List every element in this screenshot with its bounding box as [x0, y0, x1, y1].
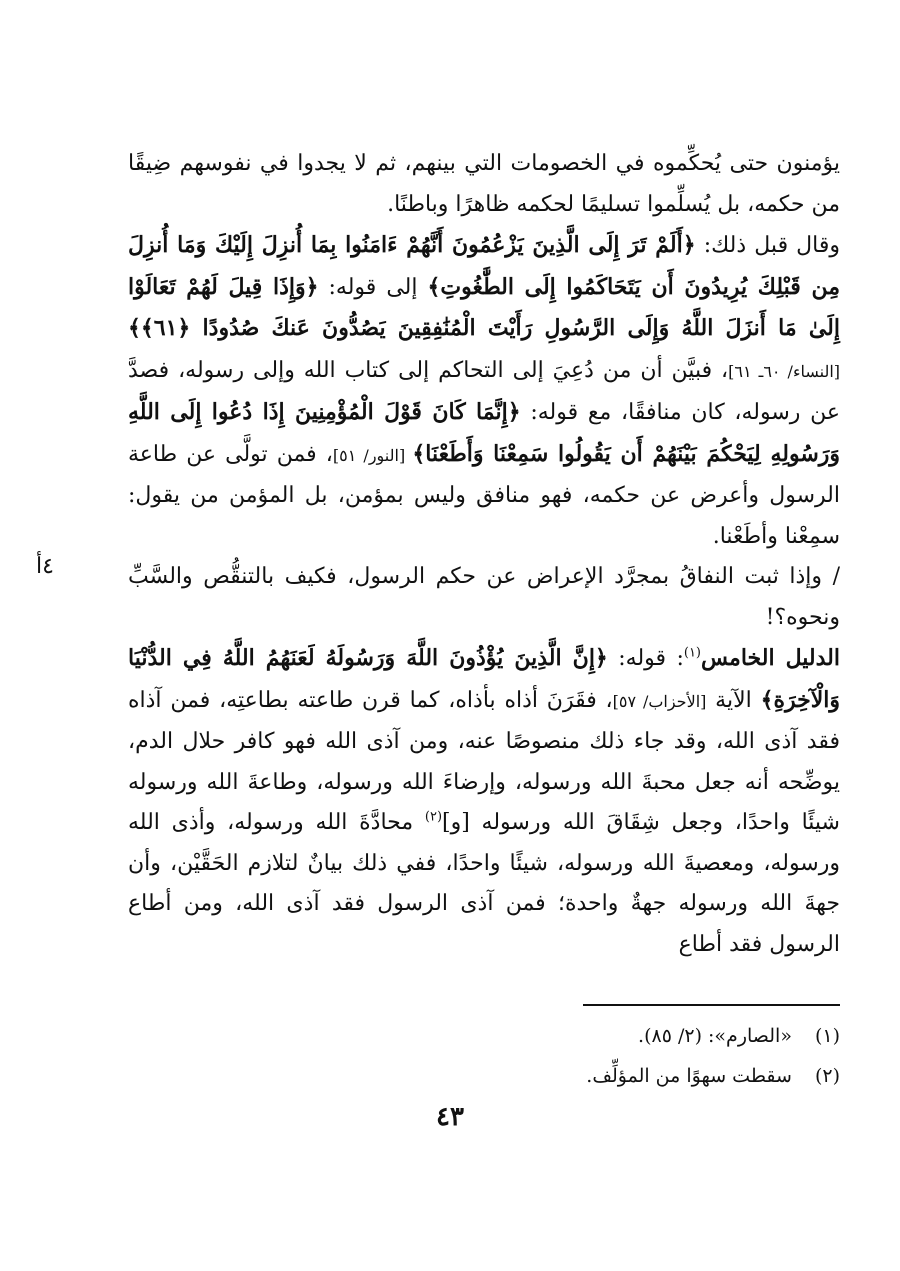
footnote [400, 1056, 840, 1096]
section-heading: الدليل الخامس [701, 645, 840, 671]
text-run: وقال قبل ذلك: [695, 233, 840, 258]
verse-reference: [النساء/ ٦٠ـ ٦١] [728, 361, 841, 381]
quran-verse: ﴿أَلَمْ تَرَ إِلَى الَّذِينَ يَزْعُمُونَ أَنَّهُمْ ءَامَنُوا بِمَا أُنزِلَ إِلَيْكَ وَمَا أُنزِلَ مِن قَبْلِكَ يُرِيدُونَ أَن يَتَحَاكَمُوا إِلَى الطَّٰغُوتِ﴾ [128, 232, 840, 300]
footnote-text: سقطت سهوًا من المؤلِّف. [586, 1065, 792, 1087]
quran-verse: ﴿إِنَّمَا كَانَ قَوْلَ الْمُؤْمِنِينَ إِذَا دُعُوا إِلَى اللَّهِ وَرَسُولِهِ لِيَحْكُمَ بَيْنَهُمْ أَن يَقُولُوا سَمِعْنَا وَأَطَعْنَا﴾ [128, 399, 841, 467]
page-number: ٤٣ [436, 1102, 464, 1132]
paragraph [128, 225, 840, 557]
text-run: الآية [706, 687, 761, 713]
text-run: : قوله: [607, 646, 684, 671]
paragraph [128, 638, 840, 965]
main-text [128, 144, 840, 965]
footnote-number: (١) [814, 1025, 840, 1047]
paragraph [128, 144, 840, 225]
text-run: ، فقَرَنَ أذاه بأذاه، كما قرن طاعته بطاعتِه، فمن آذاه فقد آذى الله، وقد جاء ذلك منصوصًا عنه، ومن آذى الله فهو كافر حلال الدم، يوضِّحه أنه جعل محبةَ الله ورسوله، وإرضاءَ الله ورسوله، وطاعةَ الله ورسوله شيئًا واحدًا، وجعل شِقَاقَ الله ورسوله [و] [128, 687, 840, 835]
text-run: يؤمنون حتى يُحكِّموه في الخصومات التي بينهم، ثم لا يجدوا في نفوسهم ضِيقًا من حكمه، بل يُسلِّموا تسليمًا لحكمه ظاهرًا وباطنًا. [128, 151, 840, 217]
quran-verse: ﴿إِنَّ الَّذِينَ يُؤْذُونَ اللَّهَ وَرَسُولَهُ لَعَنَهُمُ اللَّهُ فِي الدُّنْيَا وَالْآخِرَةِ﴾ [128, 645, 841, 713]
text-run: ، فمن تولَّى عن طاعة الرسول وأعرض عن حكمه، فهو منافق وليس بمؤمن، بل المؤمن من يقول: سمِعْنا وأطَعْنا. [128, 441, 840, 549]
footnote-marker: (٢) [424, 809, 443, 825]
text-run: إلى قوله: [318, 274, 428, 300]
footnotes [400, 1016, 840, 1096]
text-run: / وإذا ثبت النفاقُ بمجرَّد الإعراض عن حكم الرسول، فكيف بالتنقُّص والسَّبِّ ونحوه؟! [128, 564, 840, 630]
text-run: ، فبيَّن أن من دُعِيَ إلى التحاكم إلى كتاب الله وإلى رسوله، فصدَّ عن رسوله، كان منافقًا، مع قوله: [128, 357, 840, 425]
manuscript-folio-note: ٤أ [36, 554, 54, 579]
quran-verse: ﴿وَإِذَا قِيلَ لَهُمْ تَعَالَوْا إِلَىٰ مَا أَنزَلَ اللَّهُ وَإِلَى الرَّسُولِ رَأَيْتَ الْمُنَٰفِقِينَ يَصُدُّونَ عَنكَ صُدُودًا ﴿٦١﴾﴾ [128, 273, 840, 341]
footnote-marker: (١) [683, 645, 701, 661]
footnote-number: (٢) [814, 1065, 840, 1087]
footnote-divider [583, 1004, 840, 1006]
verse-reference: [النور/ ٥١] [332, 445, 413, 465]
paragraph [128, 557, 840, 638]
text-run: محادَّةَ الله ورسوله، وأذى الله ورسوله، ومعصيةَ الله ورسوله، شيئًا واحدًا، ففي ذلك بيانٌ لتلازم الحَقَّيْن، وأن جهةَ الله ورسوله جهةٌ واحدة؛ فمن آذى الرسول فقد آذى الله، ومن أطاع الرسول فقد أطاع [128, 810, 840, 957]
verse-reference: [الأحزاب/ ٥٧] [612, 691, 707, 711]
footnote-text: «الصارم»: (٢/ ٨٥). [638, 1025, 792, 1047]
footnote [400, 1016, 840, 1056]
